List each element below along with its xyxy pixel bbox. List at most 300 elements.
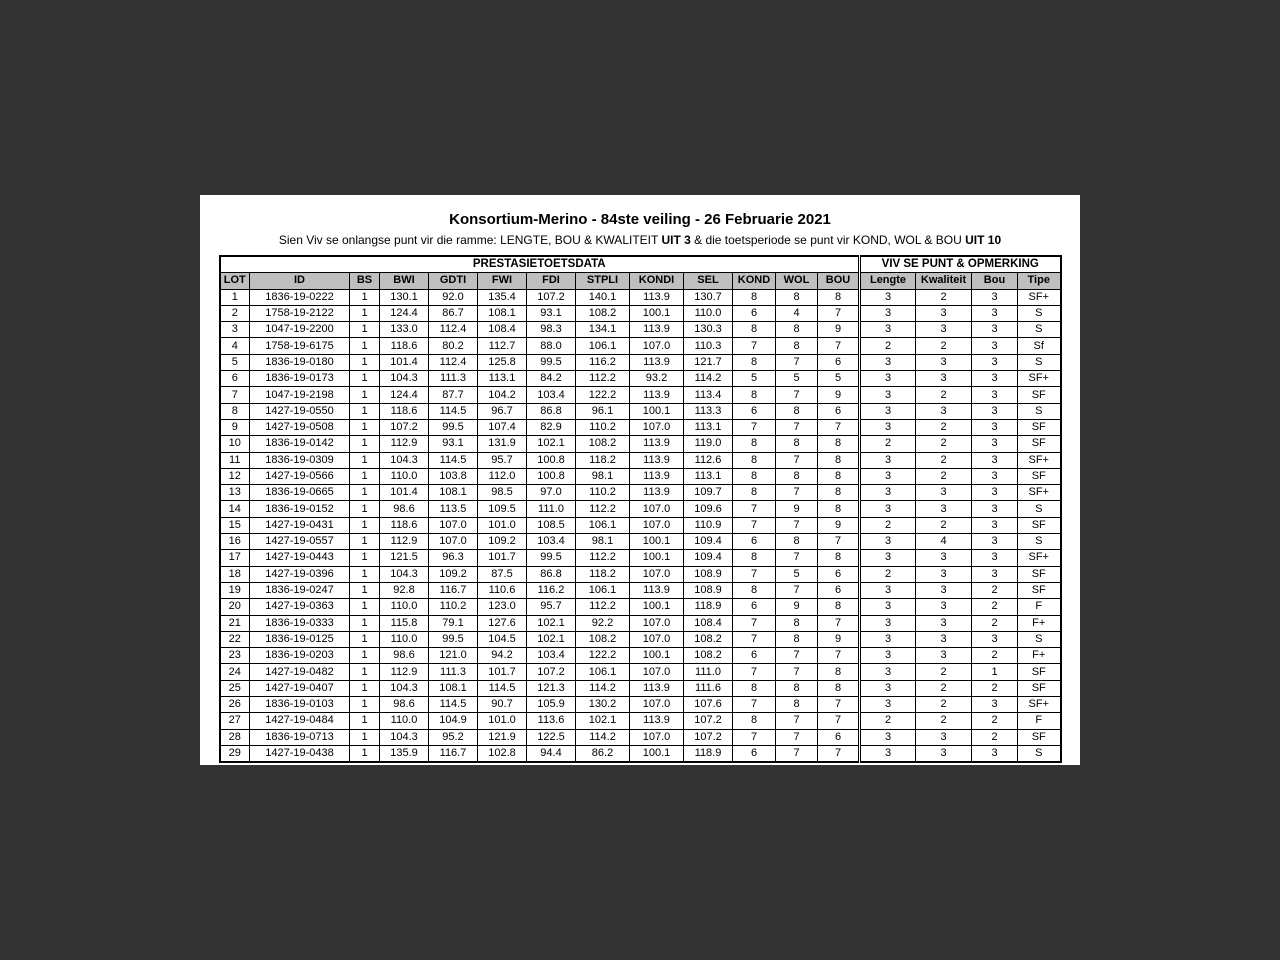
cell-bou: 3 <box>972 550 1018 566</box>
cell-tipe: SF <box>1018 387 1061 403</box>
cell-bs: 1 <box>350 550 380 566</box>
cell-kond: 8 <box>733 582 776 598</box>
table-row <box>220 452 1061 468</box>
cell-kwaliteit: 2 <box>916 517 972 533</box>
cell-tipe: SF <box>1018 468 1061 484</box>
cell-gdti: 112.4 <box>429 322 478 338</box>
cell-kondi: 93.2 <box>630 371 684 387</box>
cell-stpli: 112.2 <box>576 550 630 566</box>
cell-kond: 7 <box>733 615 776 631</box>
column-header-kondi: KONDI <box>630 273 684 289</box>
cell-lengte: 3 <box>860 419 916 435</box>
column-header-bs: BS <box>350 273 380 289</box>
cell-bs: 1 <box>350 631 380 647</box>
table-row <box>220 403 1061 419</box>
cell-gdti: 110.2 <box>429 599 478 615</box>
cell-kwaliteit: 3 <box>916 745 972 762</box>
document-subtitle <box>213 233 1067 247</box>
cell-id: 1427-19-0407 <box>250 680 350 696</box>
cell-bwi: 104.3 <box>380 371 429 387</box>
cell-kondi: 100.1 <box>630 648 684 664</box>
cell-bs: 1 <box>350 501 380 517</box>
cell-tipe: SF+ <box>1018 485 1061 501</box>
cell-gdti: 87.7 <box>429 387 478 403</box>
column-header-gdti: GDTI <box>429 273 478 289</box>
cell-bs: 1 <box>350 599 380 615</box>
cell-bou: 2 <box>972 615 1018 631</box>
cell-bwi: 98.6 <box>380 697 429 713</box>
cell-kond: 8 <box>733 354 776 370</box>
cell-bs: 1 <box>350 436 380 452</box>
cell-lot: 9 <box>220 419 250 435</box>
table-row <box>220 713 1061 729</box>
cell-lot: 1 <box>220 289 250 305</box>
cell-bou: 7 <box>818 713 860 729</box>
cell-sel: 107.2 <box>684 729 733 745</box>
cell-lot: 22 <box>220 631 250 647</box>
cell-stpli: 86.2 <box>576 745 630 762</box>
cell-wol: 8 <box>776 322 818 338</box>
cell-fdi: 116.2 <box>527 582 576 598</box>
group-header: VIV SE PUNT & OPMERKING <box>860 256 1061 273</box>
cell-bs: 1 <box>350 615 380 631</box>
cell-kondi: 113.9 <box>630 322 684 338</box>
table-row <box>220 485 1061 501</box>
cell-fwi: 101.0 <box>478 517 527 533</box>
cell-kond: 8 <box>733 713 776 729</box>
table-row <box>220 566 1061 582</box>
cell-kond: 8 <box>733 322 776 338</box>
cell-fdi: 95.7 <box>527 599 576 615</box>
cell-bou: 3 <box>972 387 1018 403</box>
cell-gdti: 116.7 <box>429 745 478 762</box>
cell-tipe: F <box>1018 713 1061 729</box>
cell-stpli: 118.2 <box>576 452 630 468</box>
cell-kwaliteit: 4 <box>916 534 972 550</box>
cell-gdti: 86.7 <box>429 305 478 321</box>
cell-sel: 109.4 <box>684 534 733 550</box>
cell-bwi: 112.9 <box>380 436 429 452</box>
cell-tipe: SF <box>1018 664 1061 680</box>
cell-fdi: 88.0 <box>527 338 576 354</box>
cell-id: 1427-19-0443 <box>250 550 350 566</box>
cell-tipe: SF+ <box>1018 697 1061 713</box>
cell-lengte: 2 <box>860 517 916 533</box>
cell-bou: 9 <box>818 387 860 403</box>
table-row <box>220 501 1061 517</box>
cell-fdi: 100.8 <box>527 452 576 468</box>
cell-sel: 108.2 <box>684 648 733 664</box>
cell-gdti: 107.0 <box>429 517 478 533</box>
cell-kond: 8 <box>733 387 776 403</box>
cell-kwaliteit: 3 <box>916 501 972 517</box>
cell-fdi: 108.5 <box>527 517 576 533</box>
cell-bwi: 104.3 <box>380 680 429 696</box>
column-header-tipe: Tipe <box>1018 273 1061 289</box>
cell-lengte: 3 <box>860 680 916 696</box>
cell-stpli: 122.2 <box>576 387 630 403</box>
cell-kwaliteit: 3 <box>916 305 972 321</box>
cell-lot: 4 <box>220 338 250 354</box>
cell-fdi: 103.4 <box>527 648 576 664</box>
cell-kwaliteit: 2 <box>916 452 972 468</box>
cell-kond: 8 <box>733 680 776 696</box>
cell-kond: 8 <box>733 289 776 305</box>
cell-wol: 8 <box>776 289 818 305</box>
cell-tipe: S <box>1018 322 1061 338</box>
cell-kwaliteit: 2 <box>916 338 972 354</box>
cell-sel: 108.9 <box>684 566 733 582</box>
cell-id: 1836-19-0125 <box>250 631 350 647</box>
cell-kwaliteit: 3 <box>916 354 972 370</box>
cell-kond: 8 <box>733 485 776 501</box>
cell-lot: 13 <box>220 485 250 501</box>
cell-kondi: 107.0 <box>630 566 684 582</box>
cell-wol: 7 <box>776 550 818 566</box>
cell-bs: 1 <box>350 289 380 305</box>
cell-lengte: 3 <box>860 452 916 468</box>
cell-kondi: 100.1 <box>630 305 684 321</box>
cell-stpli: 114.2 <box>576 680 630 696</box>
cell-sel: 113.1 <box>684 468 733 484</box>
cell-fwi: 131.9 <box>478 436 527 452</box>
column-header-fdi: FDI <box>527 273 576 289</box>
cell-bou: 7 <box>818 419 860 435</box>
cell-fdi: 100.8 <box>527 468 576 484</box>
cell-lot: 28 <box>220 729 250 745</box>
table-row <box>220 745 1061 762</box>
cell-bwi: 118.6 <box>380 338 429 354</box>
cell-tipe: SF <box>1018 566 1061 582</box>
cell-id: 1836-19-0333 <box>250 615 350 631</box>
cell-gdti: 92.0 <box>429 289 478 305</box>
cell-bou: 3 <box>972 452 1018 468</box>
table-row <box>220 322 1061 338</box>
cell-tipe: S <box>1018 305 1061 321</box>
cell-bou: 8 <box>818 436 860 452</box>
cell-bs: 1 <box>350 485 380 501</box>
cell-wol: 8 <box>776 697 818 713</box>
cell-lot: 17 <box>220 550 250 566</box>
cell-tipe: SF <box>1018 729 1061 745</box>
cell-kwaliteit: 2 <box>916 419 972 435</box>
cell-stpli: 110.2 <box>576 419 630 435</box>
cell-wol: 7 <box>776 745 818 762</box>
cell-fdi: 103.4 <box>527 387 576 403</box>
table-row <box>220 517 1061 533</box>
cell-fwi: 127.6 <box>478 615 527 631</box>
cell-bou: 3 <box>972 436 1018 452</box>
cell-fwi: 113.1 <box>478 371 527 387</box>
cell-bwi: 130.1 <box>380 289 429 305</box>
cell-tipe: SF <box>1018 419 1061 435</box>
table-row <box>220 582 1061 598</box>
cell-kond: 8 <box>733 550 776 566</box>
cell-lot: 25 <box>220 680 250 696</box>
cell-wol: 7 <box>776 648 818 664</box>
cell-lot: 16 <box>220 534 250 550</box>
cell-stpli: 112.2 <box>576 599 630 615</box>
cell-kwaliteit: 3 <box>916 322 972 338</box>
cell-bou: 6 <box>818 582 860 598</box>
cell-kwaliteit: 3 <box>916 550 972 566</box>
cell-fdi: 97.0 <box>527 485 576 501</box>
cell-stpli: 110.2 <box>576 485 630 501</box>
cell-lot: 5 <box>220 354 250 370</box>
cell-bou: 6 <box>818 354 860 370</box>
cell-fwi: 109.2 <box>478 534 527 550</box>
cell-lot: 29 <box>220 745 250 762</box>
cell-wol: 8 <box>776 534 818 550</box>
table-row <box>220 648 1061 664</box>
cell-tipe: SF <box>1018 436 1061 452</box>
cell-fwi: 110.6 <box>478 582 527 598</box>
cell-id: 1836-19-0142 <box>250 436 350 452</box>
cell-sel: 118.9 <box>684 599 733 615</box>
cell-lengte: 3 <box>860 745 916 762</box>
cell-kwaliteit: 3 <box>916 648 972 664</box>
cell-bs: 1 <box>350 403 380 419</box>
cell-kondi: 113.9 <box>630 289 684 305</box>
cell-kondi: 100.1 <box>630 745 684 762</box>
cell-gdti: 112.4 <box>429 354 478 370</box>
cell-kwaliteit: 2 <box>916 468 972 484</box>
table-row <box>220 338 1061 354</box>
cell-kondi: 113.9 <box>630 387 684 403</box>
cell-bs: 1 <box>350 305 380 321</box>
cell-bou: 5 <box>818 371 860 387</box>
column-header-lot: LOT <box>220 273 250 289</box>
cell-bs: 1 <box>350 322 380 338</box>
cell-bwi: 101.4 <box>380 354 429 370</box>
cell-tipe: Sf <box>1018 338 1061 354</box>
group-header: PRESTASIETOETSDATA <box>220 256 860 273</box>
cell-bou: 9 <box>818 631 860 647</box>
cell-bwi: 104.3 <box>380 452 429 468</box>
cell-lot: 18 <box>220 566 250 582</box>
cell-bou: 7 <box>818 697 860 713</box>
cell-bou: 9 <box>818 322 860 338</box>
cell-fwi: 123.0 <box>478 599 527 615</box>
cell-kond: 8 <box>733 436 776 452</box>
cell-kwaliteit: 3 <box>916 371 972 387</box>
column-header-bou: Bou <box>972 273 1018 289</box>
table-row <box>220 534 1061 550</box>
cell-lot: 14 <box>220 501 250 517</box>
cell-kwaliteit: 3 <box>916 599 972 615</box>
cell-bs: 1 <box>350 680 380 696</box>
cell-lengte: 3 <box>860 582 916 598</box>
cell-fwi: 112.0 <box>478 468 527 484</box>
cell-bou: 2 <box>972 713 1018 729</box>
cell-fdi: 82.9 <box>527 419 576 435</box>
cell-stpli: 122.2 <box>576 648 630 664</box>
cell-kond: 7 <box>733 517 776 533</box>
cell-bou: 3 <box>972 354 1018 370</box>
column-header-fwi: FWI <box>478 273 527 289</box>
cell-id: 1836-19-0222 <box>250 289 350 305</box>
cell-bou: 7 <box>818 305 860 321</box>
cell-wol: 7 <box>776 517 818 533</box>
cell-sel: 107.2 <box>684 713 733 729</box>
cell-tipe: S <box>1018 534 1061 550</box>
cell-lengte: 3 <box>860 371 916 387</box>
cell-kond: 6 <box>733 599 776 615</box>
cell-gdti: 107.0 <box>429 534 478 550</box>
table-row <box>220 550 1061 566</box>
cell-kond: 7 <box>733 501 776 517</box>
cell-id: 1427-19-0363 <box>250 599 350 615</box>
cell-kwaliteit: 3 <box>916 582 972 598</box>
cell-bwi: 107.2 <box>380 419 429 435</box>
cell-tipe: SF <box>1018 582 1061 598</box>
column-header-kond: KOND <box>733 273 776 289</box>
cell-id: 1427-19-0484 <box>250 713 350 729</box>
cell-wol: 7 <box>776 419 818 435</box>
cell-wol: 8 <box>776 631 818 647</box>
cell-gdti: 114.5 <box>429 452 478 468</box>
column-header-lengte: Lengte <box>860 273 916 289</box>
cell-lengte: 2 <box>860 566 916 582</box>
column-header-bwi: BWI <box>380 273 429 289</box>
cell-bs: 1 <box>350 697 380 713</box>
table-row <box>220 419 1061 435</box>
table-body <box>220 289 1061 762</box>
cell-lengte: 2 <box>860 436 916 452</box>
cell-bs: 1 <box>350 371 380 387</box>
cell-kwaliteit: 3 <box>916 403 972 419</box>
cell-kwaliteit: 2 <box>916 289 972 305</box>
cell-fdi: 94.4 <box>527 745 576 762</box>
cell-kond: 8 <box>733 468 776 484</box>
cell-bou: 8 <box>818 680 860 696</box>
cell-fwi: 101.0 <box>478 713 527 729</box>
cell-lengte: 3 <box>860 403 916 419</box>
cell-stpli: 108.2 <box>576 436 630 452</box>
column-header-kwaliteit: Kwaliteit <box>916 273 972 289</box>
cell-bou: 3 <box>972 534 1018 550</box>
cell-bwi: 98.6 <box>380 501 429 517</box>
cell-id: 1836-19-0665 <box>250 485 350 501</box>
cell-kondi: 113.9 <box>630 436 684 452</box>
cell-fdi: 111.0 <box>527 501 576 517</box>
cell-lengte: 3 <box>860 615 916 631</box>
cell-fdi: 121.3 <box>527 680 576 696</box>
cell-kwaliteit: 3 <box>916 485 972 501</box>
cell-gdti: 121.0 <box>429 648 478 664</box>
cell-lot: 23 <box>220 648 250 664</box>
cell-kond: 5 <box>733 371 776 387</box>
cell-kondi: 113.9 <box>630 485 684 501</box>
cell-fdi: 102.1 <box>527 631 576 647</box>
cell-kondi: 100.1 <box>630 599 684 615</box>
cell-tipe: S <box>1018 403 1061 419</box>
cell-id: 1758-19-2122 <box>250 305 350 321</box>
cell-id: 1836-19-0180 <box>250 354 350 370</box>
cell-id: 1427-19-0508 <box>250 419 350 435</box>
cell-bou: 3 <box>972 566 1018 582</box>
cell-bs: 1 <box>350 566 380 582</box>
cell-lot: 20 <box>220 599 250 615</box>
cell-kond: 7 <box>733 697 776 713</box>
cell-fdi: 99.5 <box>527 354 576 370</box>
cell-kondi: 107.0 <box>630 631 684 647</box>
cell-id: 1836-19-0203 <box>250 648 350 664</box>
cell-lengte: 3 <box>860 599 916 615</box>
cell-bou: 8 <box>818 468 860 484</box>
cell-wol: 8 <box>776 403 818 419</box>
cell-lot: 2 <box>220 305 250 321</box>
cell-kwaliteit: 2 <box>916 680 972 696</box>
cell-bs: 1 <box>350 648 380 664</box>
cell-id: 1047-19-2198 <box>250 387 350 403</box>
cell-lot: 7 <box>220 387 250 403</box>
cell-gdti: 114.5 <box>429 697 478 713</box>
cell-bou: 3 <box>972 501 1018 517</box>
cell-lot: 27 <box>220 713 250 729</box>
cell-kwaliteit: 3 <box>916 615 972 631</box>
cell-lot: 8 <box>220 403 250 419</box>
cell-bwi: 104.3 <box>380 566 429 582</box>
cell-kond: 7 <box>733 566 776 582</box>
cell-bs: 1 <box>350 729 380 745</box>
cell-kondi: 100.1 <box>630 403 684 419</box>
cell-wol: 7 <box>776 387 818 403</box>
cell-fwi: 107.4 <box>478 419 527 435</box>
cell-fwi: 96.7 <box>478 403 527 419</box>
cell-stpli: 106.1 <box>576 338 630 354</box>
cell-id: 1047-19-2200 <box>250 322 350 338</box>
cell-lot: 15 <box>220 517 250 533</box>
cell-gdti: 99.5 <box>429 419 478 435</box>
cell-bou: 6 <box>818 403 860 419</box>
cell-bwi: 110.0 <box>380 631 429 647</box>
cell-fwi: 121.9 <box>478 729 527 745</box>
cell-lengte: 3 <box>860 534 916 550</box>
cell-bs: 1 <box>350 338 380 354</box>
cell-sel: 108.9 <box>684 582 733 598</box>
cell-bou: 1 <box>972 664 1018 680</box>
cell-id: 1836-19-0103 <box>250 697 350 713</box>
subtitle-emphasis: UIT 10 <box>965 233 1002 247</box>
cell-tipe: SF+ <box>1018 550 1061 566</box>
cell-bs: 1 <box>350 582 380 598</box>
cell-bou: 3 <box>972 468 1018 484</box>
cell-lot: 21 <box>220 615 250 631</box>
cell-id: 1836-19-0309 <box>250 452 350 468</box>
cell-stpli: 98.1 <box>576 534 630 550</box>
cell-bwi: 112.9 <box>380 534 429 550</box>
cell-stpli: 106.1 <box>576 664 630 680</box>
cell-wol: 8 <box>776 338 818 354</box>
table-header <box>220 256 1061 289</box>
cell-kondi: 107.0 <box>630 729 684 745</box>
cell-lengte: 2 <box>860 713 916 729</box>
cell-bwi: 135.9 <box>380 745 429 762</box>
cell-id: 1836-19-0173 <box>250 371 350 387</box>
cell-stpli: 112.2 <box>576 371 630 387</box>
cell-bwi: 110.0 <box>380 713 429 729</box>
cell-wol: 5 <box>776 566 818 582</box>
cell-bou: 6 <box>818 729 860 745</box>
cell-bou: 2 <box>972 599 1018 615</box>
cell-fdi: 113.6 <box>527 713 576 729</box>
table-row <box>220 680 1061 696</box>
cell-fwi: 135.4 <box>478 289 527 305</box>
cell-sel: 111.6 <box>684 680 733 696</box>
cell-sel: 109.4 <box>684 550 733 566</box>
cell-kond: 6 <box>733 403 776 419</box>
